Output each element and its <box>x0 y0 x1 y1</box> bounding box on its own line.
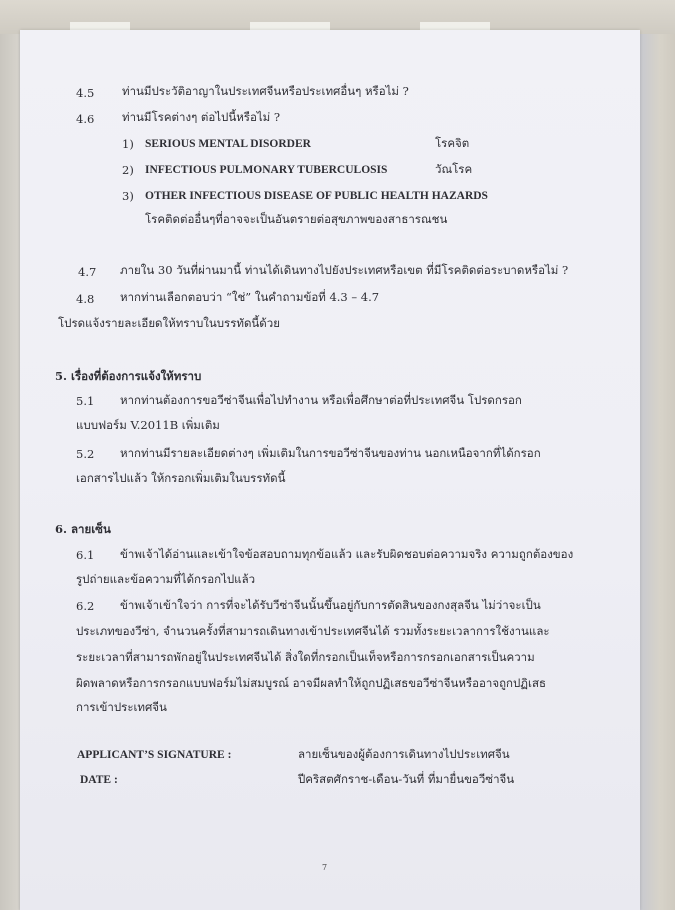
question-4-8-continued: โปรดแจ้งรายละเอียดให้ทราบในบรรทัดนี้ด้วย <box>58 316 280 330</box>
section-5-heading: 5. เรื่องที่ต้องการแจ้งให้ทราบ <box>55 369 202 383</box>
item-number: 4.5 <box>76 86 95 100</box>
item-number: 5.1 <box>76 394 95 408</box>
disease-english: SERIOUS MENTAL DISORDER <box>145 138 311 150</box>
paragraph-5-1: หากท่านต้องการขอวีซ่าจีนเพื่อไปทำงาน หรือเพื่อศึกษาต่อที่ประเทศจีน โปรดกรอก <box>120 393 522 407</box>
question-4-5: ท่านมีประวัติอาญาในประเทศจีนหรือประเทศอื่นๆ หรือไม่ ? <box>122 84 409 98</box>
paragraph-6-1: ข้าพเจ้าได้อ่านและเข้าใจข้อสอบถามทุกข้อแล้ว และรับผิดชอบต่อความจริง ความถูกต้องของ <box>120 547 574 561</box>
disease-english: INFECTIOUS PULMONARY TUBERCULOSIS <box>145 164 388 176</box>
disease-number: 2) <box>122 163 134 177</box>
paragraph-6-2-line: ระยะเวลาที่สามารถพักอยู่ในประเทศจีนได้ สิ่งใดที่กรอกเป็นเท็จหรือการกรอกเอกสารเป็นความ <box>76 650 535 664</box>
item-number: 5.2 <box>76 447 95 461</box>
paragraph-6-2-line: ข้าพเจ้าเข้าใจว่า การที่จะได้รับวีซ่าจีนนั้นขึ้นอยู่กับการตัดสินของกงสุลจีน ไม่ว่าจะเป็น <box>120 598 541 612</box>
paragraph-5-2: หากท่านมีรายละเอียดต่างๆ เพิ่มเติมในการขอวีซ่าจีนของท่าน นอกเหนือจากที่ได้กรอก <box>120 446 541 460</box>
item-number: 4.7 <box>78 265 97 279</box>
disease-english: OTHER INFECTIOUS DISEASE OF PUBLIC HEALTH HAZARDS <box>145 190 488 202</box>
paragraph-5-2-continued: เอกสารไปแล้ว ให้กรอกเพิ่มเติมในบรรทัดนี้ <box>76 471 286 485</box>
disease-number: 1) <box>122 137 134 151</box>
page-number: 7 <box>322 863 328 872</box>
signature-label: APPLICANT’S SIGNATURE : <box>77 749 232 761</box>
disease-thai: โรคจิต <box>435 136 470 150</box>
disease-number: 3) <box>122 189 134 203</box>
item-number: 6.1 <box>76 548 95 562</box>
date-thai: ปีคริสตศักราช-เดือน-วันที่ ที่มายื่นขอวีซ่าจีน <box>298 772 515 786</box>
item-number: 6.2 <box>76 599 95 613</box>
item-number: 4.6 <box>76 112 95 126</box>
item-number: 4.8 <box>76 292 95 306</box>
paragraph-6-1-continued: รูปถ่ายและข้อความที่ได้กรอกไปแล้ว <box>76 572 256 586</box>
signature-thai: ลายเซ็นของผู้ต้องการเดินทางไปประเทศจีน <box>298 747 510 761</box>
document-page <box>20 30 640 910</box>
date-label: DATE : <box>80 774 118 786</box>
paragraph-6-2-line: การเข้าประเทศจีน <box>76 700 167 714</box>
paragraph-5-1-continued: แบบฟอร์ม V.2011B เพิ่มเติม <box>76 418 220 432</box>
question-4-8: หากท่านเลือกตอบว่า “ใช่” ในคำถามข้อที่ 4.3 – 4.7 <box>120 290 380 304</box>
paragraph-6-2-line: ผิดพลาดหรือการกรอกแบบฟอร์มไม่สมบูรณ์ อาจมีผลทำให้ถูกปฏิเสธขอวีซ่าจีนหรืออาจถูกปฏิเสธ <box>76 676 547 690</box>
disease-thai: โรคติดต่ออื่นๆที่อาจจะเป็นอันตรายต่อสุขภาพของสาธารณชน <box>145 212 448 226</box>
question-4-6: ท่านมีโรคต่างๆ ต่อไปนี้หรือไม่ ? <box>122 110 281 124</box>
paragraph-6-2-line: ประเภทของวีซ่า, จำนวนครั้งที่สามารถเดินทางเข้าประเทศจีนได้ รวมทั้งระยะเวลาการใช้งานและ <box>76 624 550 638</box>
question-4-7: ภายใน 30 วันที่ผ่านมานี้ ท่านได้เดินทางไปยังประเทศหรือเขต ที่มีโรคติดต่อระบาดหรือไม่ ? <box>120 263 569 277</box>
section-6-heading: 6. ลายเซ็น <box>55 522 111 536</box>
disease-thai: วัณโรค <box>435 162 473 176</box>
